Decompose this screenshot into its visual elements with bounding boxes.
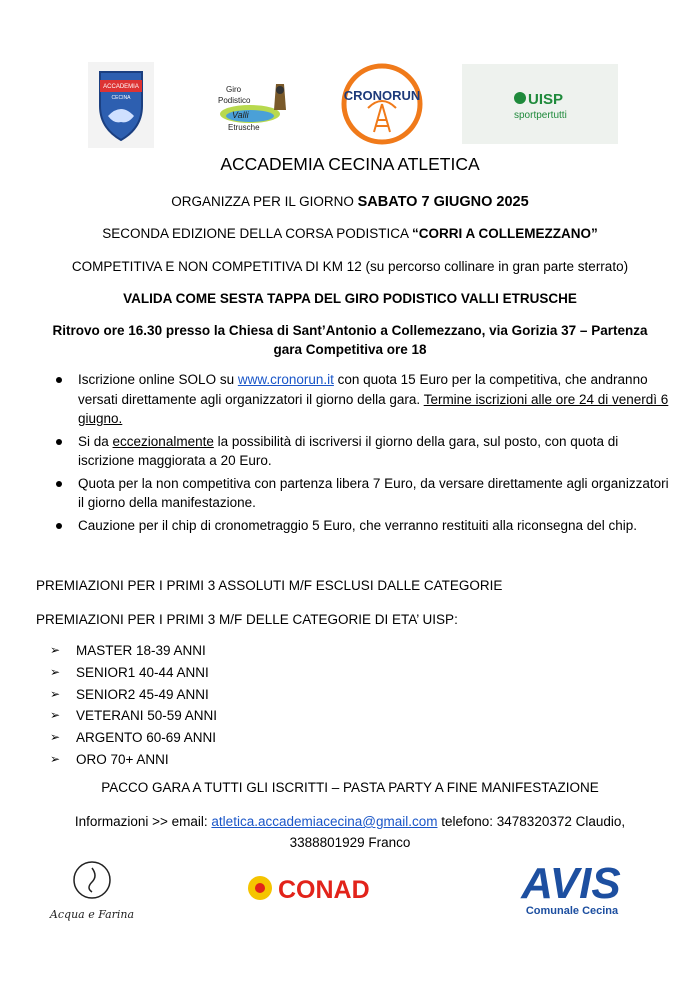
accademia-text-2: CECINA (111, 95, 131, 101)
bullet-dot-icon (56, 377, 62, 383)
giro-text-4: Etrusche (228, 123, 260, 132)
list-item (48, 662, 217, 684)
acqua-e-farina-text: Acqua e Farina (49, 908, 135, 921)
cronorun-link[interactable]: www.cronorun.it (237, 372, 334, 387)
b1-deadline: Termine iscrizioni alle ore 24 di venerdì 6 giugno. (78, 391, 669, 426)
list-item (48, 640, 217, 662)
list-item (44, 474, 672, 513)
info-line-2: 3388801929 Franco (289, 835, 411, 850)
seconda-prefix: SECONDA EDIZIONE DELLA CORSA PODISTICA (102, 226, 413, 241)
list-item (44, 516, 672, 536)
conad-logo (244, 868, 390, 908)
categoria-label: SENIOR2 45-49 ANNI (76, 686, 209, 702)
arrow-bullet-icon: ➢ (50, 686, 61, 701)
info-prefix: Informazioni >> email: (74, 814, 212, 829)
pacco-gara-line: PACCO GARA A TUTTI GLI ISCRITTI – PASTA PARTY A FINE MANIFESTAZIONE (101, 780, 599, 795)
categoria-label: SENIOR1 40-44 ANNI (76, 664, 209, 680)
conad-flower-icon (248, 876, 272, 900)
uisp-logo (462, 64, 618, 144)
giro-text-1: Giro (226, 85, 242, 94)
organizza-prefix: ORGANIZZA PER IL GIORNO (171, 194, 358, 209)
categoria-label: ARGENTO 60-69 ANNI (76, 730, 217, 746)
arrow-bullet-icon: ➢ (50, 643, 61, 657)
b1-prefix: Iscrizione online SOLO su (78, 372, 238, 387)
cronorun-logo (338, 62, 426, 148)
premiazioni-assoluti: PREMIAZIONI PER I PRIMI 3 ASSOLUTI M/F ESCLUSI DALLE CATEGORIE (36, 578, 503, 593)
b3-text: Quota per la non competitiva con partenza libera 7 Euro, da versare direttamente agli organizzatori il giorno della manifestazione. (78, 475, 669, 510)
info-suffix: telefono: 3478320372 Claudio, (437, 814, 626, 829)
arrow-bullet-icon: ➢ (50, 708, 61, 723)
list-item (48, 749, 217, 771)
b2-prefix: Si da (78, 433, 113, 449)
giro-text-3: Valli (232, 110, 249, 120)
b4-text: Cauzione per il chip di cronometraggio 5 Euro, che verranno restituiti alla riconsegna del chip. (78, 517, 638, 533)
header-logos (0, 62, 700, 152)
accademia-text-1: ACCADEMIA (103, 84, 139, 90)
giro-text-2: Podistico (218, 96, 251, 105)
uisp-mark (462, 64, 618, 144)
ritrovo-line-1: Ritrovo ore 16.30 presso la Chiesa di Sant’Antonio a Collemezzano, via Gorizia 37 – Partenza (52, 323, 648, 338)
conad-text: CONAD (278, 876, 370, 904)
arrow-bullet-icon: ➢ (50, 730, 61, 745)
list-item (48, 684, 217, 706)
info-bullets (44, 370, 672, 538)
acqua-e-farina-logo (40, 858, 144, 924)
categoria-label: MASTER 18-39 ANNI (76, 643, 206, 658)
categoria-label: ORO 70+ ANNI (76, 751, 169, 767)
list-item (44, 432, 672, 471)
b2-underlined: eccezionalmente (112, 433, 214, 449)
competitiva-line: COMPETITIVA E NON COMPETITIVA DI KM 12 (su percorso collinare in gran parte sterrato) (71, 259, 629, 274)
ritrovo-block (0, 321, 700, 359)
premiazioni-categorie: PREMIAZIONI PER I PRIMI 3 M/F DELLE CATEGORIE DI ETA’ UISP: (36, 612, 458, 627)
avis-sub-text: Comunale Cecina (525, 905, 619, 917)
arrow-bullet-icon: ➢ (50, 751, 61, 766)
event-date: SABATO 7 GIUGNO 2025 (357, 194, 529, 210)
list-item (48, 727, 217, 749)
b2-suffix: la possibilità di iscriversi il giorno della gara, sul posto, con quota di iscrizione maggiorata a 20 Euro. (78, 433, 619, 468)
event-name: “CORRI A COLLEMEZZANO” (412, 226, 598, 241)
page-title: ACCADEMIA CECINA ATLETICA (220, 154, 480, 174)
bullet-dot-icon (56, 481, 62, 487)
b1-middle: con quota 15 Euro per la competitiva, che andranno versati direttamente agli organizzatori il giorno della gara. (78, 372, 648, 407)
avis-text: AVIS (521, 859, 621, 908)
info-line-1 (0, 811, 700, 832)
avis-logo (498, 858, 644, 918)
bullet-dot-icon (56, 523, 62, 529)
categoria-label: VETERANI 50-59 ANNI (76, 708, 218, 724)
ritrovo-line-2: gara Competitiva ore 18 (273, 342, 427, 357)
valida-line: VALIDA COME SESTA TAPPA DEL GIRO PODISTICO VALLI ETRUSCHE (123, 291, 577, 306)
seconda-edizione-line (0, 226, 700, 241)
email-link[interactable]: atletica.accademiacecina@gmail.com (211, 814, 438, 829)
arrow-bullet-icon: ➢ (50, 664, 61, 679)
accademia-cecina-logo (88, 62, 154, 148)
sponsor-logos (0, 858, 700, 938)
giro-podistico-logo (212, 80, 294, 136)
organizza-line (0, 194, 700, 210)
uisp-text: UISP (528, 91, 564, 108)
cronorun-text: CRONORUN (343, 88, 421, 103)
list-item (48, 705, 217, 727)
uisp-sub-text: sportpertutti (514, 110, 567, 121)
categorie-list (48, 640, 217, 771)
informazioni-block (0, 811, 700, 853)
bullet-dot-icon (56, 439, 62, 445)
list-item (44, 370, 672, 429)
